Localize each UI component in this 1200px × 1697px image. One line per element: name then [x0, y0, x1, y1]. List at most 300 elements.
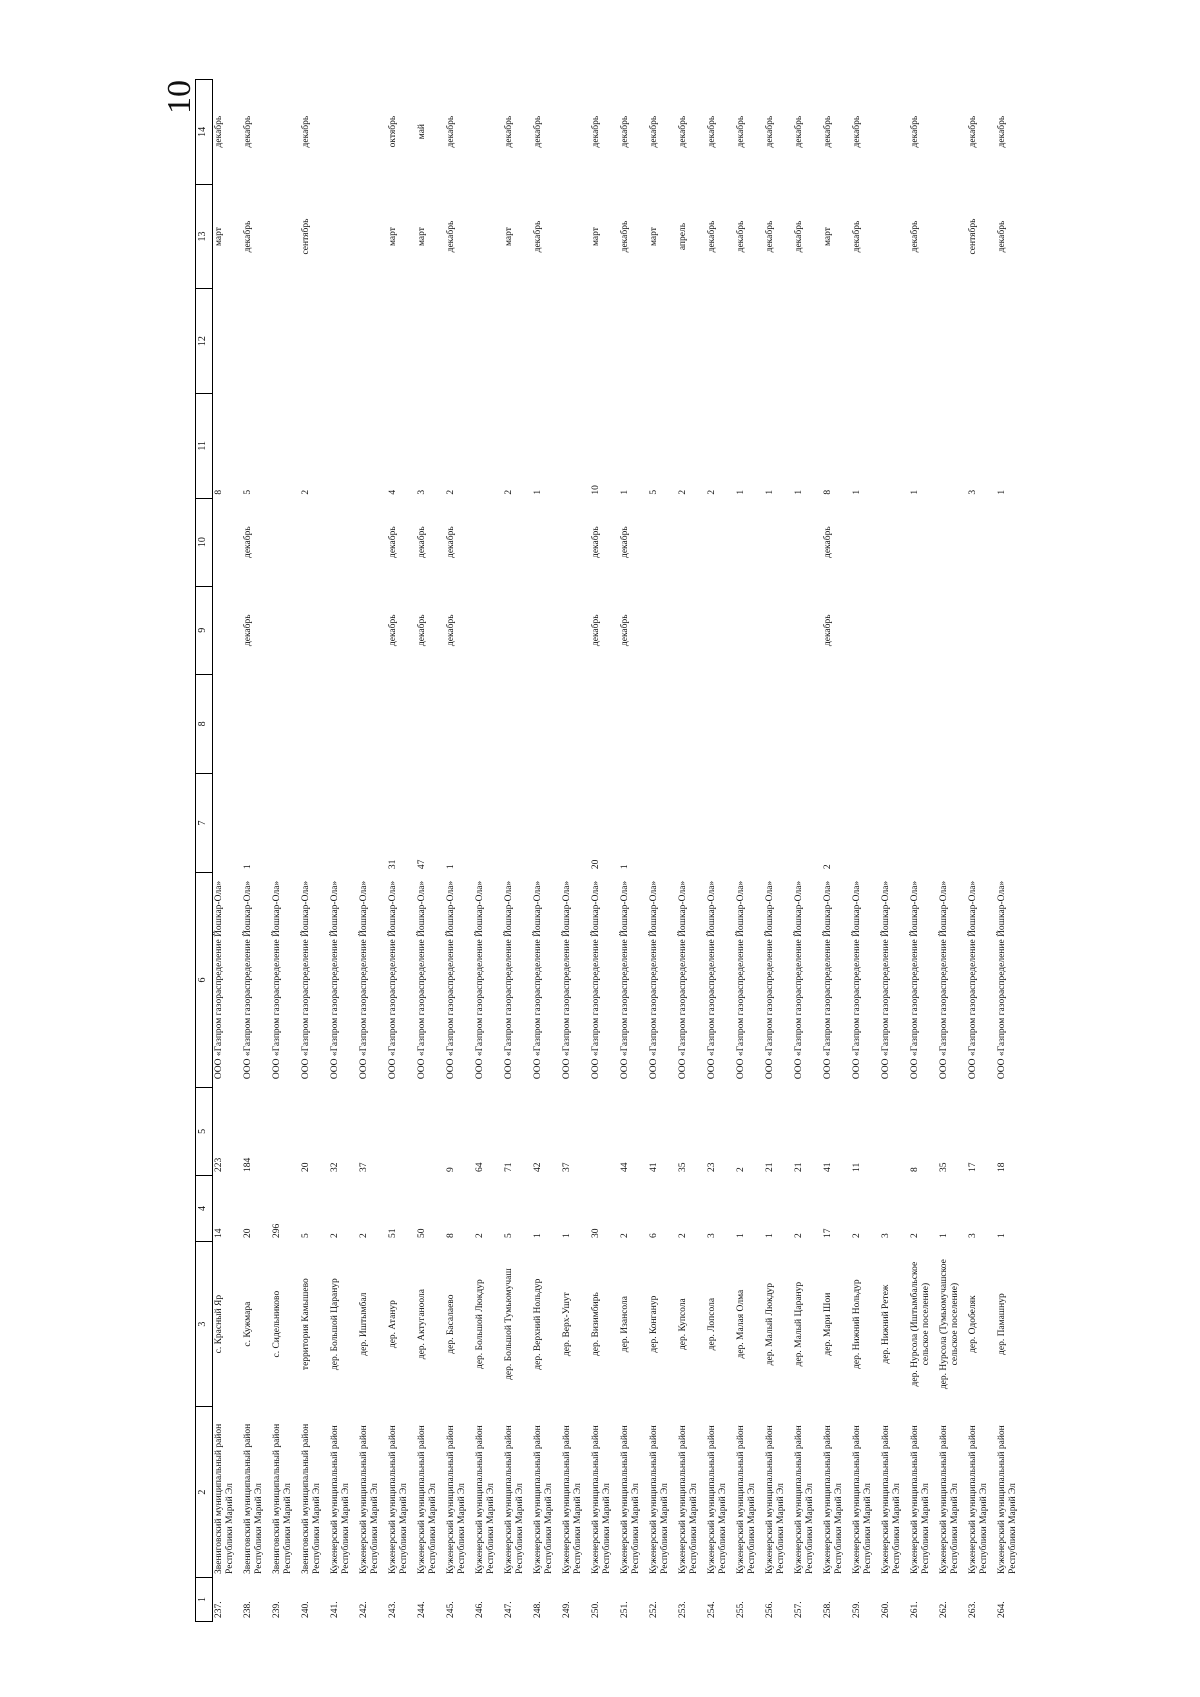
col4-cell: 1 — [562, 1233, 572, 1239]
col11-cell: 5 — [649, 489, 659, 495]
col13-cell: апрель — [678, 222, 688, 251]
col8-cell — [851, 674, 880, 773]
table-row — [764, 80, 793, 1622]
col7-cell — [358, 773, 387, 872]
settlement-cell: дер. Купсола — [678, 1298, 688, 1351]
col10-cell: декабрь — [243, 526, 253, 558]
col10-cell: декабрь — [417, 526, 427, 558]
organization-cell: ООО «Газпром газораспределение Йошкар-Ола» — [417, 880, 427, 1080]
col12-cell — [619, 289, 648, 394]
col13-cell: декабрь — [852, 220, 862, 253]
col8-cell — [532, 674, 561, 773]
settlement-cell: дер. Малая Олма — [736, 1289, 746, 1359]
col14-cell: декабрь — [504, 115, 514, 148]
row-number: 263. — [968, 1601, 978, 1618]
col5-cell: 42 — [533, 1162, 543, 1172]
col12-cell — [271, 289, 300, 394]
settlement-cell: дер. Нижний Ретеж — [881, 1284, 891, 1364]
settlement-cell: территория Камышево — [301, 1278, 311, 1371]
table-row — [300, 80, 329, 1622]
col4-cell: 1 — [997, 1233, 1007, 1239]
col5-cell: 18 — [997, 1162, 1007, 1172]
col10-cell — [706, 498, 735, 586]
col8-cell — [822, 674, 851, 773]
col4-cell: 296 — [272, 1223, 282, 1239]
table-row — [271, 80, 300, 1622]
col14-cell: декабрь — [649, 115, 659, 148]
col9-cell — [706, 586, 735, 674]
col12-cell — [300, 289, 329, 394]
col13-cell — [474, 184, 503, 289]
col12-cell — [387, 289, 416, 394]
col5-cell — [416, 1087, 445, 1175]
row-number: 258. — [823, 1601, 833, 1618]
col13-cell — [329, 184, 358, 289]
settlement-cell: дер. Басалаево — [446, 1294, 456, 1354]
col4-cell: 3 — [968, 1233, 978, 1239]
col10-cell — [793, 498, 822, 586]
row-number: 243. — [388, 1601, 398, 1618]
col14-cell — [271, 80, 300, 185]
table-row — [735, 80, 764, 1622]
settlement-cell: дер. Актуганоола — [417, 1289, 427, 1360]
col13-cell — [880, 184, 909, 289]
col5-cell: 35 — [678, 1162, 688, 1172]
column-header-8: 8 — [196, 674, 213, 773]
col9-cell — [851, 586, 880, 674]
col5-cell: 71 — [504, 1162, 514, 1172]
col4-cell: 2 — [852, 1233, 862, 1239]
col8-cell — [329, 674, 358, 773]
col8-cell — [300, 674, 329, 773]
table-row — [561, 80, 590, 1622]
col8-cell — [590, 674, 619, 773]
district-cell: Куженерский муниципальный район Республики Марий Эл — [562, 1425, 583, 1574]
col14-cell — [358, 80, 387, 185]
table-row — [445, 80, 474, 1622]
col7-cell — [503, 773, 532, 872]
col10-cell — [561, 498, 590, 586]
col7-cell — [213, 773, 243, 872]
col5-cell: 44 — [620, 1162, 630, 1172]
organization-cell: ООО «Газпром газораспределение Йошкар-Ола» — [214, 880, 224, 1080]
settlement-cell: дер. Нурсола (Тумьюмучашское сельское поселение) — [939, 1259, 960, 1390]
col14-cell: декабрь — [765, 115, 775, 148]
col9-cell — [938, 586, 967, 674]
col11-cell — [358, 393, 387, 498]
district-cell: Звениговский муниципальный район Республики Марий Эл — [272, 1423, 293, 1574]
organization-cell: ООО «Газпром газораспределение Йошкар-Ола» — [504, 880, 514, 1080]
col8-cell — [503, 674, 532, 773]
col13-cell: декабрь — [533, 220, 543, 253]
col12-cell — [561, 289, 590, 394]
col13-cell — [358, 184, 387, 289]
district-cell: Куженерский муниципальный район Республики Марий Эл — [968, 1425, 989, 1574]
col5-cell: 37 — [359, 1162, 369, 1172]
table-row — [967, 80, 996, 1622]
col5-cell — [271, 1087, 300, 1175]
col13-cell: март — [388, 227, 398, 247]
district-cell: Куженерский муниципальный район Республики Марий Эл — [446, 1425, 467, 1574]
table-row — [503, 80, 532, 1622]
col14-cell: май — [417, 124, 427, 140]
organization-cell: ООО «Газпром газораспределение Йошкар-Ола» — [649, 880, 659, 1080]
col9-cell — [909, 586, 938, 674]
organization-cell: ООО «Газпром газораспределение Йошкар-Ола» — [475, 880, 485, 1080]
table-row — [474, 80, 503, 1622]
district-cell: Куженерский муниципальный район Республики Марий Эл — [388, 1425, 409, 1574]
gasification-table — [195, 79, 1025, 1622]
col11-cell: 5 — [243, 489, 253, 495]
row-number: 247. — [504, 1601, 514, 1618]
col5-cell: 8 — [910, 1167, 920, 1172]
table-row — [996, 80, 1025, 1622]
col8-cell — [648, 674, 677, 773]
col10-cell: декабрь — [446, 526, 456, 558]
col14-cell: декабрь — [301, 115, 311, 148]
column-header-14: 14 — [196, 80, 213, 185]
row-number: 257. — [794, 1601, 804, 1618]
col7-cell — [764, 773, 793, 872]
district-cell: Куженерский муниципальный район Республики Марий Эл — [997, 1425, 1018, 1574]
col5-cell: 21 — [765, 1162, 775, 1172]
col14-cell: декабрь — [968, 115, 978, 148]
col10-cell: декабрь — [388, 526, 398, 558]
col4-cell: 20 — [243, 1228, 253, 1239]
col11-cell — [271, 393, 300, 498]
col4-cell: 2 — [620, 1233, 630, 1239]
col11-cell — [561, 393, 590, 498]
col12-cell — [822, 289, 851, 394]
col7-cell — [880, 773, 909, 872]
row-number: 241. — [330, 1601, 340, 1618]
column-header-4: 4 — [196, 1175, 213, 1241]
col9-cell — [503, 586, 532, 674]
row-number: 261. — [910, 1601, 920, 1618]
col12-cell — [242, 289, 271, 394]
col7-cell — [996, 773, 1025, 872]
col11-cell: 1 — [997, 489, 1007, 495]
col12-cell — [764, 289, 793, 394]
col5-cell: 20 — [301, 1162, 311, 1172]
col11-cell: 4 — [388, 489, 398, 495]
col11-cell: 1 — [736, 489, 746, 495]
col8-cell — [793, 674, 822, 773]
col5-cell: 2 — [736, 1167, 746, 1172]
col13-cell: декабрь — [620, 220, 630, 253]
col9-cell: декабрь — [388, 614, 398, 647]
col9-cell: декабрь — [591, 614, 601, 647]
col14-cell: декабрь — [910, 115, 920, 148]
col12-cell — [996, 289, 1025, 394]
col14-cell — [561, 80, 590, 185]
col9-cell: декабрь — [446, 614, 456, 647]
col12-cell — [329, 289, 358, 394]
organization-cell: ООО «Газпром газораспределение Йошкар-Ола» — [707, 880, 717, 1080]
organization-cell: ООО «Газпром газораспределение Йошкар-Ола» — [446, 880, 456, 1080]
row-number: 246. — [475, 1601, 485, 1618]
col10-cell: декабрь — [591, 526, 601, 558]
organization-cell: ООО «Газпром газораспределение Йошкар-Ола» — [678, 880, 688, 1080]
district-cell: Куженерский муниципальный район Республики Марий Эл — [678, 1425, 699, 1574]
table-row — [909, 80, 938, 1622]
col7-cell — [793, 773, 822, 872]
district-cell: Куженерский муниципальный район Республики Марий Эл — [707, 1425, 728, 1574]
col11-cell: 1 — [765, 489, 775, 495]
organization-cell: ООО «Газпром газораспределение Йошкар-Ола» — [591, 880, 601, 1080]
col9-cell: декабрь — [823, 614, 833, 647]
settlement-cell: дер. Изансола — [620, 1296, 630, 1353]
col14-cell: декабрь — [533, 115, 543, 148]
col4-cell: 17 — [823, 1228, 833, 1239]
col10-cell — [764, 498, 793, 586]
settlement-cell: с. Кужмара — [243, 1301, 253, 1347]
table-row — [880, 80, 909, 1622]
col4-cell: 1 — [765, 1233, 775, 1239]
col11-cell: 2 — [504, 489, 514, 495]
col4-cell: 8 — [446, 1233, 456, 1239]
col13-cell: декабрь — [707, 220, 717, 253]
col7-cell — [532, 773, 561, 872]
col14-cell — [880, 80, 909, 185]
col7-cell — [474, 773, 503, 872]
col11-cell: 2 — [707, 489, 717, 495]
organization-cell: ООО «Газпром газораспределение Йошкар-Ола» — [243, 880, 253, 1080]
col8-cell — [938, 674, 967, 773]
col7-cell: 1 — [446, 864, 456, 870]
organization-cell: ООО «Газпром газораспределение Йошкар-Ола» — [939, 880, 949, 1080]
settlement-cell: с. Сидельниково — [272, 1290, 282, 1358]
col9-cell — [532, 586, 561, 674]
col7-cell — [329, 773, 358, 872]
settlement-cell: дер. Большой Царанур — [330, 1278, 340, 1371]
column-header-9: 9 — [196, 586, 213, 674]
col4-cell: 3 — [881, 1233, 891, 1239]
table-body — [213, 80, 1026, 1622]
rotated-table-container — [195, 79, 1065, 1622]
col4-cell: 2 — [678, 1233, 688, 1239]
organization-cell: ООО «Газпром газораспределение Йошкар-Ола» — [765, 880, 775, 1080]
col11-cell: 10 — [591, 485, 601, 495]
col8-cell — [909, 674, 938, 773]
table-row — [242, 80, 271, 1622]
row-number: 245. — [446, 1601, 456, 1618]
organization-cell: ООО «Газпром газораспределение Йошкар-Ола» — [301, 880, 311, 1080]
district-cell: Куженерский муниципальный район Республики Марий Эл — [359, 1425, 380, 1574]
col11-cell: 8 — [823, 489, 833, 495]
column-header-2: 2 — [196, 1407, 213, 1578]
col7-cell — [648, 773, 677, 872]
col8-cell — [242, 674, 271, 773]
col8-cell — [735, 674, 764, 773]
organization-cell: ООО «Газпром газораспределение Йошкар-Ола» — [272, 880, 282, 1080]
col12-cell — [590, 289, 619, 394]
col7-cell: 31 — [388, 859, 398, 870]
col12-cell — [793, 289, 822, 394]
col10-cell — [503, 498, 532, 586]
col4-cell: 2 — [794, 1233, 804, 1239]
table-row — [938, 80, 967, 1622]
col13-cell: март — [214, 227, 224, 247]
col12-cell — [503, 289, 532, 394]
col11-cell — [474, 393, 503, 498]
settlement-cell: дер. Визимбирь — [591, 1292, 601, 1357]
col4-cell: 51 — [388, 1228, 398, 1239]
district-cell: Куженерский муниципальный район Республики Марий Эл — [591, 1425, 612, 1574]
column-header-13: 13 — [196, 184, 213, 289]
col11-cell: 1 — [620, 489, 630, 495]
row-number: 239. — [272, 1601, 282, 1618]
settlement-cell: с. Красный Яр — [214, 1294, 224, 1354]
col11-cell: 1 — [533, 489, 543, 495]
col14-cell: декабрь — [243, 115, 253, 148]
settlement-cell: дер. Иштымбал — [359, 1292, 369, 1356]
row-number: 238. — [243, 1601, 253, 1618]
col4-cell: 5 — [301, 1233, 311, 1239]
col12-cell — [213, 289, 243, 394]
col7-cell — [300, 773, 329, 872]
table-row — [648, 80, 677, 1622]
col10-cell: декабрь — [620, 526, 630, 558]
district-cell: Куженерский муниципальный район Республики Марий Эл — [881, 1425, 902, 1574]
col11-cell: 2 — [678, 489, 688, 495]
col5-cell: 35 — [939, 1162, 949, 1172]
organization-cell: ООО «Газпром газораспределение Йошкар-Ола» — [794, 880, 804, 1080]
settlement-cell: дер. Лопсола — [707, 1297, 717, 1351]
settlement-cell: дер. Большой Тумьюмучаш — [504, 1268, 514, 1380]
col14-cell: декабрь — [214, 115, 224, 148]
col9-cell — [474, 586, 503, 674]
col8-cell — [880, 674, 909, 773]
col7-cell — [967, 773, 996, 872]
col11-cell: 3 — [968, 489, 978, 495]
col10-cell — [996, 498, 1025, 586]
row-number: 249. — [562, 1601, 572, 1618]
col7-cell — [909, 773, 938, 872]
col9-cell: декабрь — [620, 614, 630, 647]
organization-cell: ООО «Газпром газораспределение Йошкар-Ола» — [562, 880, 572, 1080]
col12-cell — [677, 289, 706, 394]
col12-cell — [967, 289, 996, 394]
col14-cell: декабрь — [823, 115, 833, 148]
col7-cell: 20 — [591, 859, 601, 870]
col11-cell — [329, 393, 358, 498]
col8-cell — [213, 674, 243, 773]
col4-cell: 6 — [649, 1233, 659, 1239]
row-number: 251. — [620, 1601, 630, 1618]
col8-cell — [474, 674, 503, 773]
row-number: 237. — [214, 1601, 224, 1618]
district-cell: Звениговский муниципальный район Республики Марий Эл — [214, 1423, 235, 1574]
row-number: 248. — [533, 1601, 543, 1618]
col9-cell — [648, 586, 677, 674]
column-number-row — [196, 80, 213, 1622]
row-number: 252. — [649, 1601, 659, 1618]
row-number: 242. — [359, 1601, 369, 1618]
col9-cell: декабрь — [243, 614, 253, 647]
col9-cell — [967, 586, 996, 674]
settlement-cell: дер. Памашнур — [997, 1293, 1007, 1355]
district-cell: Куженерский муниципальный район Республики Марий Эл — [417, 1425, 438, 1574]
col4-cell: 2 — [330, 1233, 340, 1239]
district-cell: Куженерский муниципальный район Республики Марий Эл — [910, 1425, 931, 1574]
col5-cell: 64 — [475, 1162, 485, 1172]
col4-cell: 30 — [591, 1228, 601, 1239]
col14-cell: октябрь — [388, 115, 398, 148]
row-number: 250. — [591, 1601, 601, 1618]
table-row — [358, 80, 387, 1622]
col14-cell: декабрь — [794, 115, 804, 148]
settlement-cell: дер. Нурсола (Иштымбальское сельское поселение) — [910, 1261, 931, 1387]
col4-cell: 1 — [939, 1233, 949, 1239]
col5-cell: 17 — [968, 1162, 978, 1172]
col7-cell: 1 — [620, 864, 630, 870]
col13-cell: март — [591, 227, 601, 247]
settlement-cell: дер. Малый Царанур — [794, 1281, 804, 1367]
col9-cell — [329, 586, 358, 674]
row-number: 259. — [852, 1601, 862, 1618]
col13-cell: март — [649, 227, 659, 247]
settlement-cell: дер. Одобеляк — [968, 1295, 978, 1353]
col5-cell: 41 — [649, 1162, 659, 1172]
col8-cell — [764, 674, 793, 773]
col5-cell: 37 — [562, 1162, 572, 1172]
col8-cell — [619, 674, 648, 773]
col9-cell — [735, 586, 764, 674]
col11-cell — [938, 393, 967, 498]
settlement-cell: дер. Большой Люкдур — [475, 1279, 485, 1369]
col13-cell: декабрь — [765, 220, 775, 253]
col8-cell — [677, 674, 706, 773]
col12-cell — [648, 289, 677, 394]
col9-cell — [764, 586, 793, 674]
col10-cell — [851, 498, 880, 586]
col14-cell — [474, 80, 503, 185]
col10-cell — [909, 498, 938, 586]
table-row — [822, 80, 851, 1622]
col9-cell — [271, 586, 300, 674]
district-cell: Звениговский муниципальный район Республики Марий Эл — [243, 1423, 264, 1574]
col9-cell — [358, 586, 387, 674]
district-cell: Куженерский муниципальный район Республики Марий Эл — [330, 1425, 351, 1574]
organization-cell: ООО «Газпром газораспределение Йошкар-Ола» — [330, 880, 340, 1080]
row-number: 254. — [707, 1601, 717, 1618]
row-number: 260. — [881, 1601, 891, 1618]
col9-cell — [561, 586, 590, 674]
col8-cell — [358, 674, 387, 773]
col12-cell — [358, 289, 387, 394]
col5-cell — [387, 1087, 416, 1175]
district-cell: Куженерский муниципальный район Республики Марий Эл — [852, 1425, 873, 1574]
column-header-7: 7 — [196, 773, 213, 872]
col14-cell: декабрь — [591, 115, 601, 148]
col13-cell: сентябрь — [968, 218, 978, 255]
col4-cell: 5 — [504, 1233, 514, 1239]
col11-cell: 3 — [417, 489, 427, 495]
organization-cell: ООО «Газпром газораспределение Йошкар-Ола» — [823, 880, 833, 1080]
col10-cell — [271, 498, 300, 586]
col14-cell: декабрь — [678, 115, 688, 148]
district-cell: Куженерский муниципальный район Республики Марий Эл — [736, 1425, 757, 1574]
district-cell: Куженерский муниципальный район Республики Марий Эл — [794, 1425, 815, 1574]
col14-cell: декабрь — [620, 115, 630, 148]
col8-cell — [416, 674, 445, 773]
col14-cell — [329, 80, 358, 185]
col10-cell — [967, 498, 996, 586]
col13-cell: декабрь — [736, 220, 746, 253]
col11-cell: 1 — [852, 489, 862, 495]
organization-cell: ООО «Газпром газораспределение Йошкар-Ола» — [910, 880, 920, 1080]
